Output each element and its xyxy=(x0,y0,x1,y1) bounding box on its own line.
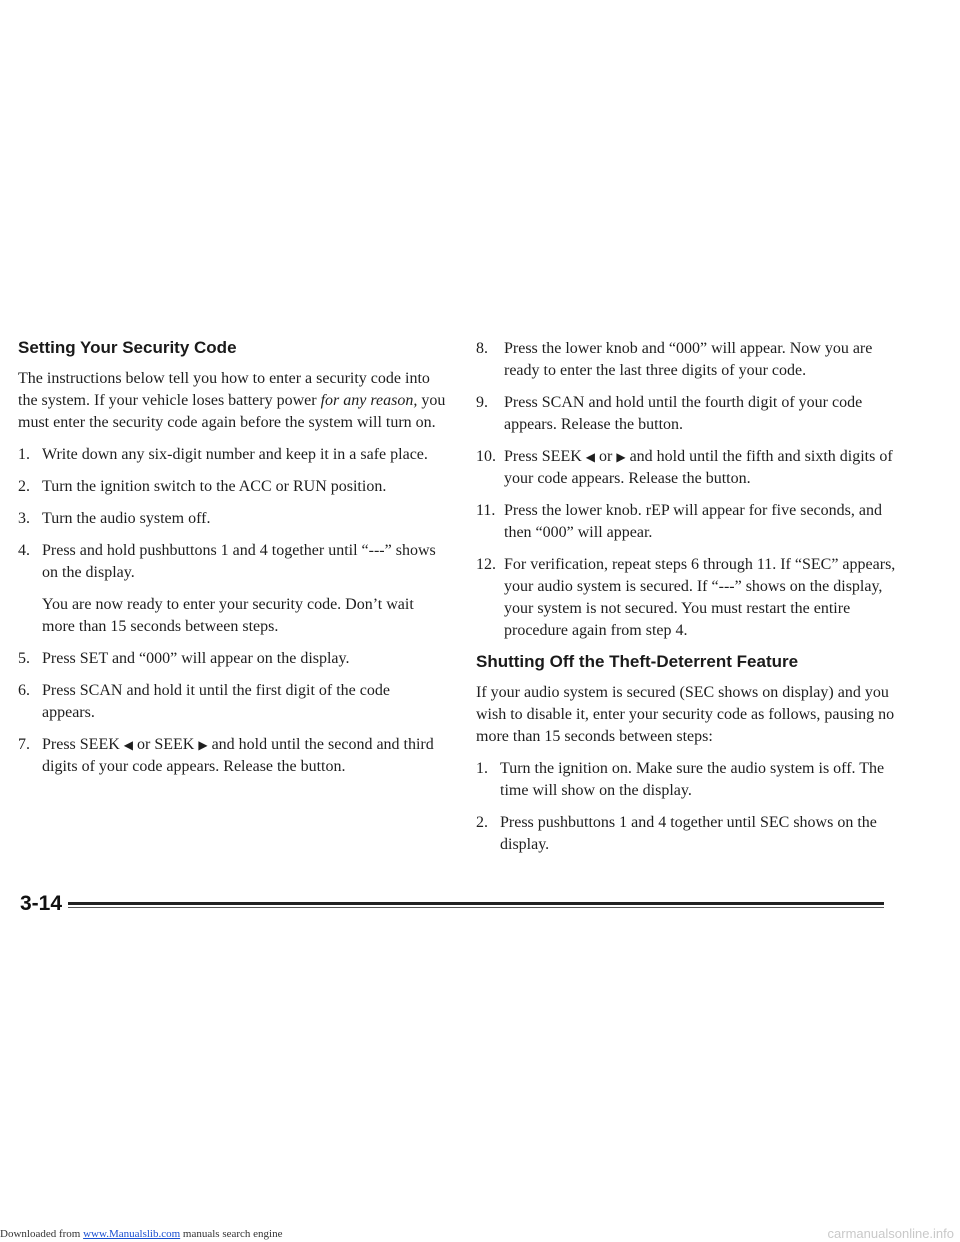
left-arrow-icon: ◀ xyxy=(585,450,596,464)
list-item: 1. Turn the ignition on. Make sure the audio system is off. The time will show on the display. xyxy=(476,760,885,799)
right-column xyxy=(476,338,896,866)
section-heading-theft-deterrent: Shutting Off the Theft-Deterrent Feature xyxy=(476,652,799,671)
steps-list-5-7 xyxy=(18,648,446,778)
theft-deterrent-paragraph: If your audio system is secured (SEC shows on display) and you wish to disable it, enter your security code as follows, pausing no more than 15 seconds between steps: xyxy=(476,684,895,745)
left-arrow-icon: ◀ xyxy=(123,738,134,752)
steps-list-shutoff xyxy=(476,758,896,856)
list-item: 1. Write down any six-digit number and keep it in a safe place. xyxy=(18,446,428,463)
intro-text-end: you must enter the security code again before the system will turn on. xyxy=(18,392,446,431)
note-paragraph: You are now ready to enter your security code. Don’t wait more than 15 seconds between steps. xyxy=(42,596,414,635)
list-item: 5. Press SET and “000” will appear on the display. xyxy=(18,650,350,667)
section-heading-security-code: Setting Your Security Code xyxy=(18,338,237,357)
watermark: carmanualsonline.info xyxy=(827,1226,954,1241)
intro-emphasis: for any reason, xyxy=(320,392,418,409)
right-arrow-icon: ▶ xyxy=(616,450,626,464)
download-banner: Downloaded from www.Manualslib.com manuals search engine xyxy=(0,1228,283,1240)
list-item: 8. Press the lower knob and “000” will appear. Now you are ready to enter the last three digits of your code. xyxy=(476,340,873,379)
intro-text: The instructions below tell you how to enter a security code into the system. If your vehicle loses battery power xyxy=(18,370,430,409)
steps-list-8-12 xyxy=(476,338,896,642)
list-item: 11. Press the lower knob. rEP will appear for five seconds, and then “000” will appear. xyxy=(476,502,882,541)
list-item: 3. Turn the audio system off. xyxy=(18,510,211,527)
steps-list-1-4 xyxy=(18,444,446,584)
list-item: 10. Press SEEK ◀ or ▶ and hold until the fifth and sixth digits of your code appears. Release the button. xyxy=(476,448,893,487)
page-number: 3-14 xyxy=(20,892,63,915)
footer-rule-thin xyxy=(68,907,884,908)
list-item: 7. Press SEEK ◀ or SEEK ▶ and hold until the second and third digits of your code appears. Release the button. xyxy=(18,736,434,775)
right-arrow-icon: ▶ xyxy=(198,738,208,752)
left-column xyxy=(18,338,446,788)
manualslib-link[interactable]: www.Manualslib.com xyxy=(83,1228,181,1240)
list-item: 2. Turn the ignition switch to the ACC or RUN position. xyxy=(18,478,387,495)
list-item: 2. Press pushbuttons 1 and 4 together until SEC shows on the display. xyxy=(476,814,877,853)
list-item: 4. Press and hold pushbuttons 1 and 4 together until “---” shows on the display. xyxy=(18,542,436,581)
list-item: 12. For verification, repeat steps 6 through 11. If “SEC” appears, your audio system is secured. If “---” shows on the display, your system is not secured. You must restart the entire procedure again from step 4. xyxy=(476,556,896,639)
list-item: 9. Press SCAN and hold until the fourth digit of your code appears. Release the button. xyxy=(476,394,863,433)
footer-rule xyxy=(68,902,884,905)
intro-paragraph xyxy=(18,368,446,434)
list-item: 6. Press SCAN and hold it until the first digit of the code appears. xyxy=(18,682,390,721)
